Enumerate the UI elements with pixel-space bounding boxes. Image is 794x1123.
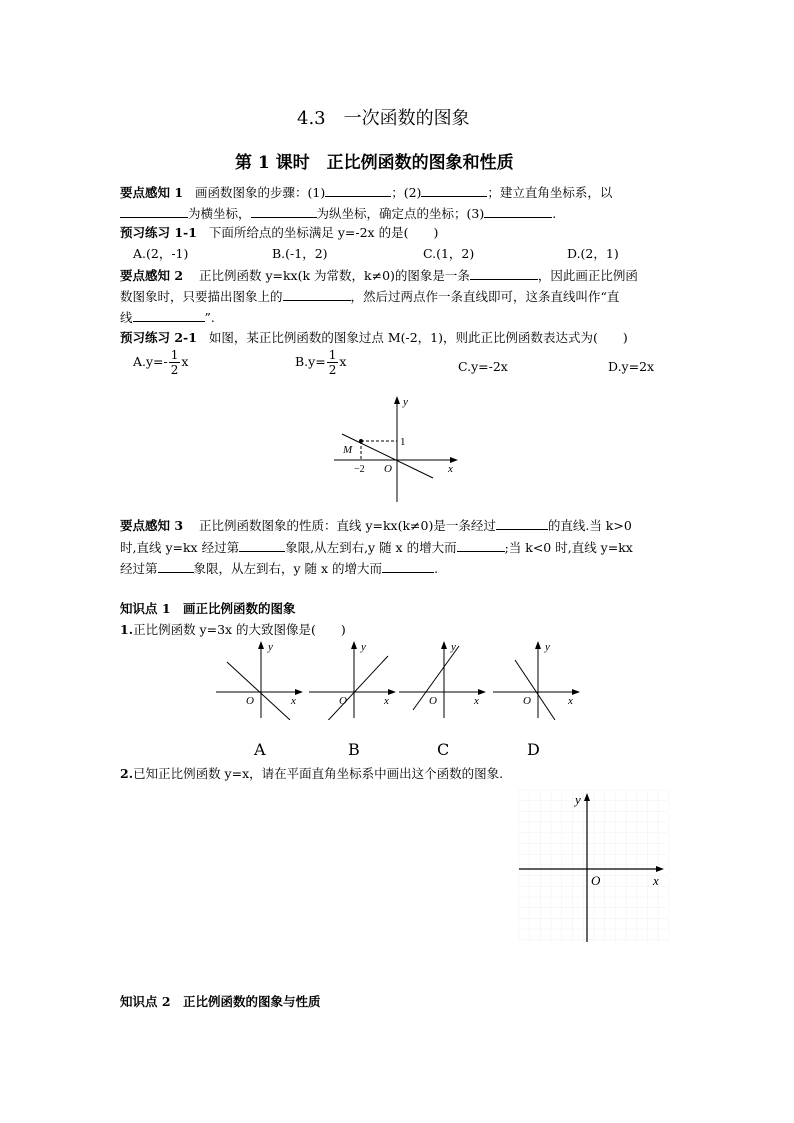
y-axis-arrow: [258, 641, 264, 649]
function-line: [227, 662, 290, 720]
key-point-2-text-e: 线: [120, 310, 133, 325]
grid-lines: [519, 790, 669, 942]
key-point-3-line2: [120, 538, 633, 557]
key-point-3-text-e: ;当 k<0 时,直线 y=kx: [504, 540, 633, 555]
knowledge-point-1-heading: 知识点 1 画正比例函数的图象: [120, 601, 296, 616]
exercise-1-1-option-b: B.(-1，2): [272, 246, 328, 261]
key-point-1-label: 要点感知 1: [120, 185, 184, 200]
option-graph-a[interactable]: [214, 638, 306, 720]
origin-label: O: [339, 695, 347, 707]
blank[interactable]: [496, 516, 548, 530]
exercise-1-1-option-c: C.(1，2): [423, 246, 475, 261]
option-graph-b[interactable]: [307, 638, 399, 720]
origin-label: O: [246, 695, 254, 707]
x-label: x: [448, 463, 453, 475]
y-label: y: [361, 641, 366, 653]
blank[interactable]: [421, 183, 487, 197]
y-label: y: [403, 396, 408, 408]
x-label: x: [474, 695, 479, 707]
exercise-2-1-label: 预习练习 2-1: [120, 330, 197, 345]
point-m-label: M: [343, 444, 353, 456]
option-a-prefix: A.y=-: [133, 354, 168, 369]
y-label: y: [545, 641, 550, 653]
fraction-numerator: 1: [170, 348, 179, 362]
key-point-1-text-f: .: [552, 206, 557, 221]
y-label: y: [268, 641, 273, 653]
exercise-2-1: [120, 329, 628, 347]
key-point-2-label: 要点感知 2: [120, 268, 184, 283]
origin-label: O: [523, 695, 531, 707]
key-point-1: [120, 183, 612, 202]
blank[interactable]: [133, 308, 205, 322]
fraction: [169, 348, 181, 377]
origin-label: O: [591, 873, 601, 888]
key-point-3: [120, 516, 632, 535]
y-label: y: [575, 792, 581, 807]
blank[interactable]: [239, 538, 285, 552]
fraction-denominator: 2: [328, 363, 337, 377]
exercise-1-1-option-a: A.(2，-1): [133, 246, 189, 261]
key-point-1-text-a: 画函数图象的步骤：(1): [194, 185, 326, 200]
exercise-1-1-option-d: D.(2，1): [567, 246, 619, 261]
key-point-2-text-a: 正比例函数 y=kx(k 为常数，k≠0)的图象是一条: [198, 268, 470, 283]
exercise-2-1-option-c: C.y=-2x: [458, 359, 508, 374]
tick-1-label: 1: [400, 436, 406, 448]
key-point-3-text-f: 经过第: [120, 561, 158, 576]
x-axis-arrow: [388, 689, 396, 695]
y-axis-arrow: [394, 396, 400, 404]
y-axis-arrow: [441, 641, 447, 649]
key-point-3-text-b: 的直线.当 k>0: [547, 518, 632, 533]
blank[interactable]: [382, 559, 434, 573]
option-label-b: B: [348, 740, 360, 759]
page-subtitle: 第 1 课时 正比例函数的图象和性质: [235, 153, 514, 173]
exercise-2-1-option-d: D.y=2x: [608, 359, 655, 374]
key-point-1-text-d: 为横坐标，: [188, 206, 251, 221]
key-point-2-text-b: ，因此画正比例函: [537, 268, 638, 283]
question-1-text: 正比例函数 y=3x 的大致图像是( ): [133, 622, 346, 637]
option-a-x: x: [181, 354, 189, 369]
key-point-3-text-c: 时,直线 y=kx 经过第: [120, 540, 240, 555]
x-axis-arrow: [478, 689, 486, 695]
question-2-text: 已知正比例函数 y=x，请在平面直角坐标系中画出这个函数的图象.: [133, 766, 504, 781]
point-m: [359, 439, 363, 443]
key-point-3-label: 要点感知 3: [120, 518, 184, 533]
blank[interactable]: [251, 204, 317, 218]
knowledge-point-2-heading: 知识点 2 正比例函数的图象与性质: [120, 994, 321, 1009]
page-title: 4.3 一次函数的图象: [297, 108, 470, 129]
x-label: x: [653, 873, 659, 888]
x-axis-arrow: [295, 689, 303, 695]
exercise-2-1-question: 如图，某正比例函数的图象过点 M(-2，1)，则此正比例函数表达式为( ): [208, 330, 628, 345]
x-axis-arrow: [656, 866, 664, 872]
key-point-3-text-g: 象限，从左到右，y 随 x 的增大而: [193, 561, 383, 576]
option-b-x: x: [339, 354, 347, 369]
question-1-number: 1.: [120, 622, 134, 637]
origin-label: O: [384, 463, 392, 475]
blank[interactable]: [283, 287, 351, 301]
blank[interactable]: [325, 183, 391, 197]
key-point-1-text-b: ；(2): [391, 185, 422, 200]
key-point-1-line2: [120, 204, 556, 223]
fraction-denominator: 2: [170, 363, 179, 377]
question-2: [120, 765, 503, 783]
exercise-2-1-option-b: [295, 348, 346, 377]
question-1: [120, 621, 346, 639]
key-point-3-text-h: .: [434, 561, 439, 576]
exercise-1-1-question: 下面所给点的坐标满足 y=-2x 的是( ): [208, 225, 439, 240]
exercise-1-1-label: 预习练习 1-1: [120, 225, 197, 240]
key-point-2-line3: [120, 308, 215, 327]
option-label-c: C: [437, 740, 450, 759]
origin-label: O: [429, 695, 437, 707]
y-axis-arrow: [535, 641, 541, 649]
option-graph-d[interactable]: [491, 638, 583, 720]
blank[interactable]: [120, 204, 188, 218]
x-label: x: [568, 695, 573, 707]
option-label-a: A: [254, 740, 266, 759]
exercise-1-1: [120, 224, 438, 242]
key-point-2-text-d: ，然后过两点作一条直线即可，这条直线叫作“直: [350, 289, 620, 304]
exercise-2-1-option-a: [133, 348, 188, 377]
option-b-prefix: B.y=: [295, 354, 326, 369]
blank[interactable]: [158, 559, 194, 573]
x-axis-arrow: [572, 689, 580, 695]
question-2-number: 2.: [120, 766, 134, 781]
y-axis-arrow: [584, 793, 590, 801]
blank[interactable]: [470, 266, 538, 280]
blank[interactable]: [457, 538, 505, 552]
key-point-3-text-d: 象限,从左到右,y 随 x 的增大而: [285, 540, 457, 555]
key-point-3-text-a: 正比例函数图象的性质：直线 y=kx(k≠0)是一条经过: [198, 518, 496, 533]
key-point-2: [120, 266, 638, 285]
tick-neg2-label: −2: [354, 464, 365, 475]
x-label: x: [384, 695, 389, 707]
option-label-d: D: [527, 740, 540, 759]
exercise-2-1-figure: [330, 392, 465, 504]
key-point-1-text-e: 为纵坐标，确定点的坐标；(3): [316, 206, 485, 221]
key-point-2-line2: [120, 287, 619, 306]
key-point-2-text-f: ”.: [204, 310, 215, 325]
key-point-1-text-c: ；建立直角坐标系，以: [487, 185, 613, 200]
y-label: y: [451, 641, 456, 653]
option-graph-c[interactable]: [397, 638, 489, 720]
fraction-numerator: 1: [328, 348, 337, 362]
fraction: [327, 348, 339, 377]
y-axis-arrow: [351, 641, 357, 649]
blank[interactable]: [484, 204, 552, 218]
function-line: [515, 660, 555, 720]
key-point-2-text-c: 数图象时，只要描出图象上的: [120, 289, 283, 304]
drawing-grid[interactable]: [517, 788, 669, 944]
x-label: x: [291, 695, 296, 707]
key-point-3-line3: [120, 559, 438, 578]
